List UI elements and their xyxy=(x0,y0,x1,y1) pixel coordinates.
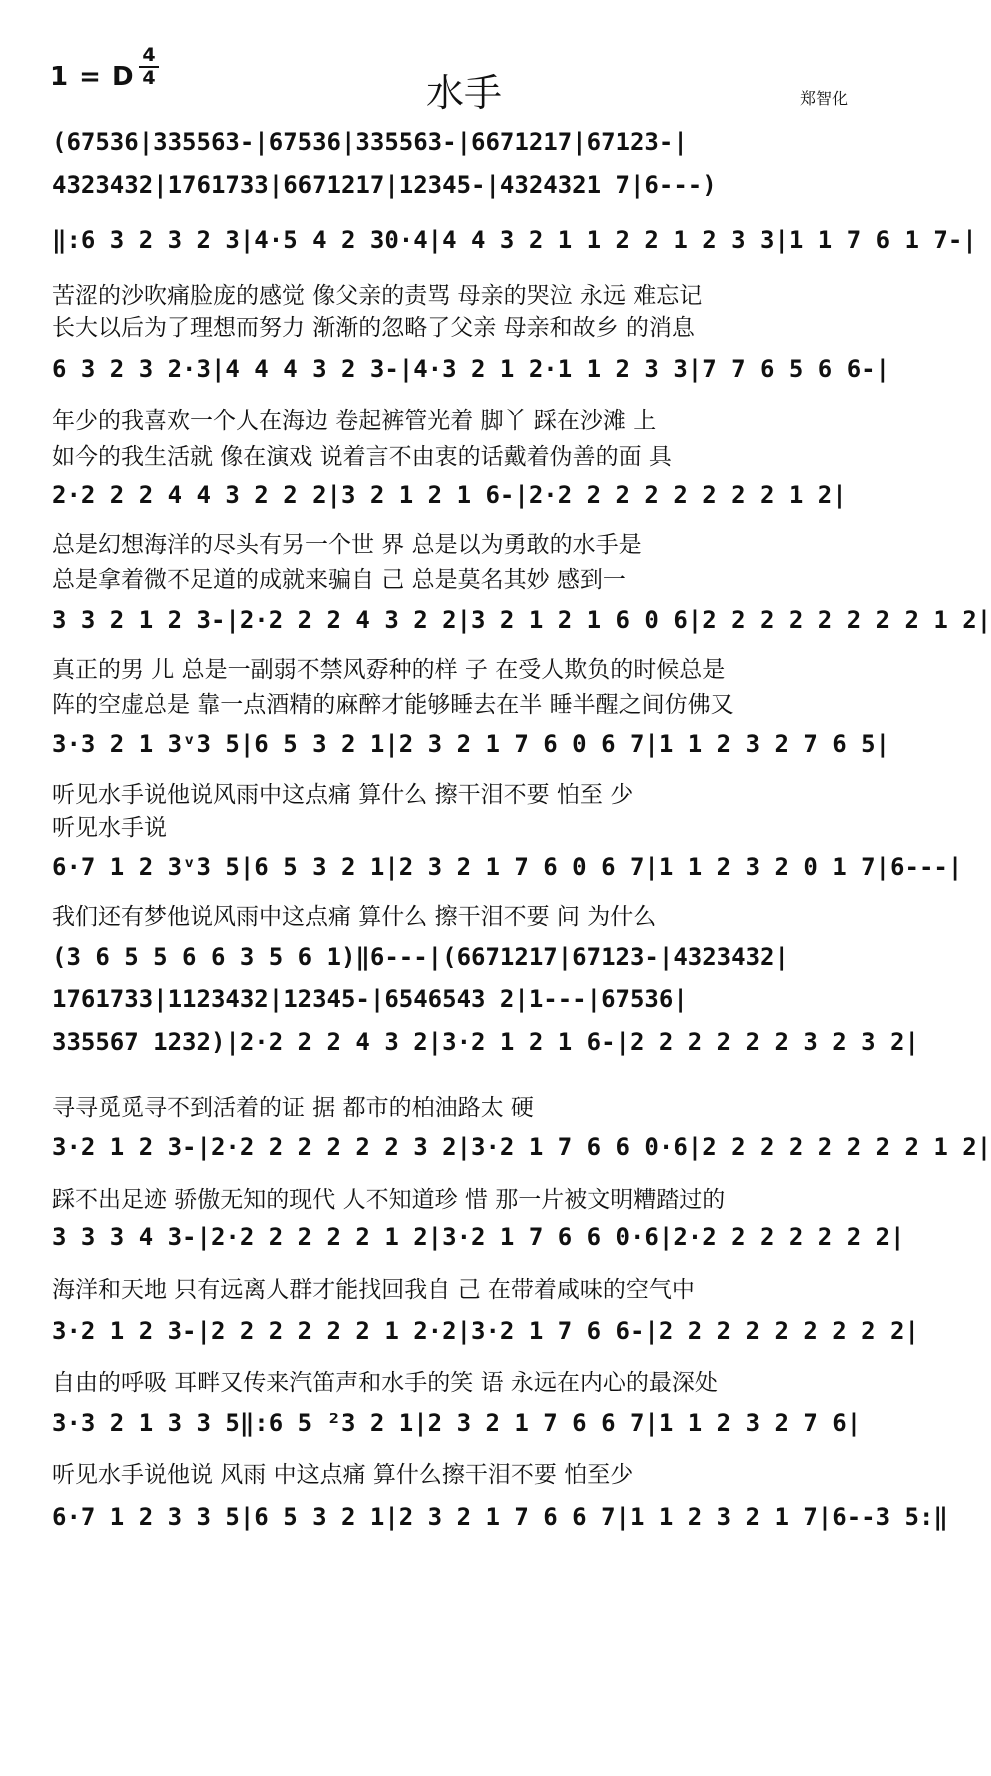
notation-line xyxy=(52,850,963,896)
lyric-line: 年少的我喜欢一个人在海边 卷起裤管光着 脚丫 踩在沙滩 上 xyxy=(52,408,657,434)
notation-line xyxy=(52,125,878,171)
notation-line xyxy=(52,1130,991,1176)
notation-text: 3·2 1 2 3-|2·2 2 2 2 2 2 3 2|3·2 1 7 6 6 0·6|2 2 2 2 2 2 2 2 1 2| xyxy=(52,1133,991,1161)
meter-bottom: 4 xyxy=(142,67,156,89)
notation-text: 3 3 3 4 3-|2·2 2 2 2 2 1 2|3·2 1 7 6 6 0·6|2·2 2 2 2 2 2 2| xyxy=(52,1223,905,1251)
lyric-line: 海洋和天地 只有远离人群才能找回我自 己 在带着咸味的空气中 xyxy=(52,1277,695,1303)
lyric-line: 踩不出足迹 骄傲无知的现代 人不知道珍 惜 那一片被文明糟踏过的 xyxy=(52,1187,726,1213)
meter-top: 4 xyxy=(142,44,156,66)
lyric-line: 听见水手说他说风雨中这点痛 算什么 擦干泪不要 怕至 少 xyxy=(52,782,634,808)
notation-line xyxy=(52,1500,948,1546)
lyric-line: 总是拿着微不足道的成就来骗自 己 总是莫名其妙 感到一 xyxy=(52,567,626,593)
key-signature: 1 = D xyxy=(50,62,135,92)
notation-text: 3 3 2 1 2 3-|2·2 2 2 4 3 2 2|3 2 1 2 1 6 0 6|2 2 2 2 2 2 2 2 1 2| xyxy=(52,606,991,634)
notation-text: ‖:6 3 2 3 2 3|4·5 4 2 30·4|4 4 3 2 1 1 2 2 1 2 3 3|1 1 7 6 1 7-| xyxy=(52,226,977,254)
lyric-line: 听见水手说他说 风雨 中这点痛 算什么擦干泪不要 怕至少 xyxy=(52,1462,634,1488)
lyric-line: 我们还有梦他说风雨中这点痛 算什么 擦干泪不要 问 为什么 xyxy=(52,904,657,930)
lyric-line: 真正的男 儿 总是一副弱不禁风孬种的样 子 在受人欺负的时候总是 xyxy=(52,657,726,683)
notation-text: 3·3 2 1 3 3 5‖:6 5 ²3 2 1|2 3 2 1 7 6 6 7|1 1 2 3 2 7 6| xyxy=(52,1409,862,1437)
notation-text: 6·7 1 2 3 3 5|6 5 3 2 1|2 3 2 1 7 6 6 7|1 1 2 3 2 1 7|6--3 5:‖ xyxy=(52,1503,948,1531)
notation-text: 4323432|1761733|6671217|12345-|4324321 7|6---) xyxy=(52,171,717,199)
notation-text: 6·7 1 2 3ᵛ3 5|6 5 3 2 1|2 3 2 1 7 6 0 6 7|1 1 2 3 2 0 1 7|6---| xyxy=(52,853,963,881)
lyric-line: 寻寻觅觅寻不到活着的证 据 都市的柏油路太 硬 xyxy=(52,1095,534,1121)
notation-line xyxy=(52,1406,878,1452)
lyric-line: 自由的呼吸 耳畔又传来汽笛声和水手的笑 语 永远在内心的最深处 xyxy=(52,1370,718,1396)
notation-text: (3 6 5 5 6 6 3 5 6 1)‖6---|(6671217|67123-|4323432| xyxy=(52,943,789,971)
notation-line xyxy=(52,223,977,269)
lyric-line: 长大以后为了理想而努力 渐渐的忽略了父亲 母亲和故乡 的消息 xyxy=(52,315,695,341)
notation-line xyxy=(52,168,878,214)
notation-line xyxy=(52,940,878,986)
notation-text: (67536|335563-|67536|335563-|6671217|67123-| xyxy=(52,128,688,156)
notation-line xyxy=(52,1314,919,1360)
lyric-line: 如今的我生活就 像在演戏 说着言不由衷的话戴着伪善的面 具 xyxy=(52,444,672,470)
lyric-line: 阵的空虚总是 靠一点酒精的麻醉才能够睡去在半 睡半醒之间仿佛又 xyxy=(52,692,734,718)
notation-line xyxy=(52,352,891,398)
notation-text: 3·2 1 2 3-|2 2 2 2 2 2 1 2·2|3·2 1 7 6 6-|2 2 2 2 2 2 2 2 2| xyxy=(52,1317,919,1345)
notation-line xyxy=(52,603,991,649)
notation-text: 335567 1232)|2·2 2 2 4 3 2|3·2 1 2 1 6-|2 2 2 2 2 2 3 2 3 2| xyxy=(52,1028,919,1056)
lyric-line: 苦涩的沙吹痛脸庞的感觉 像父亲的责骂 母亲的哭泣 永远 难忘记 xyxy=(52,283,703,309)
notation-line xyxy=(52,478,878,524)
lyric-line: 总是幻想海洋的尽头有另一个世 界 总是以为勇敢的水手是 xyxy=(52,532,642,558)
notation-line xyxy=(52,727,891,773)
notation-text: 1761733|1123432|12345-|6546543 2|1---|67536| xyxy=(52,985,688,1013)
notation-line xyxy=(52,982,878,1028)
notation-text: 2·2 2 2 4 4 3 2 2 2|3 2 1 2 1 6-|2·2 2 2 2 2 2 2 2 1 2| xyxy=(52,481,847,509)
song-title: 水手 xyxy=(425,71,502,115)
notation-line xyxy=(52,1025,919,1071)
composer-name: 郑智化 xyxy=(800,89,849,108)
notation-text: 3·3 2 1 3ᵛ3 5|6 5 3 2 1|2 3 2 1 7 6 0 6 7|1 1 2 3 2 7 6 5| xyxy=(52,730,891,758)
notation-text: 6 3 2 3 2·3|4 4 4 3 2 3-|4·3 2 1 2·1 1 2 3 3|7 7 6 5 6 6-| xyxy=(52,355,891,383)
lyric-line: 听见水手说 xyxy=(52,815,167,841)
notation-line xyxy=(52,1220,905,1266)
